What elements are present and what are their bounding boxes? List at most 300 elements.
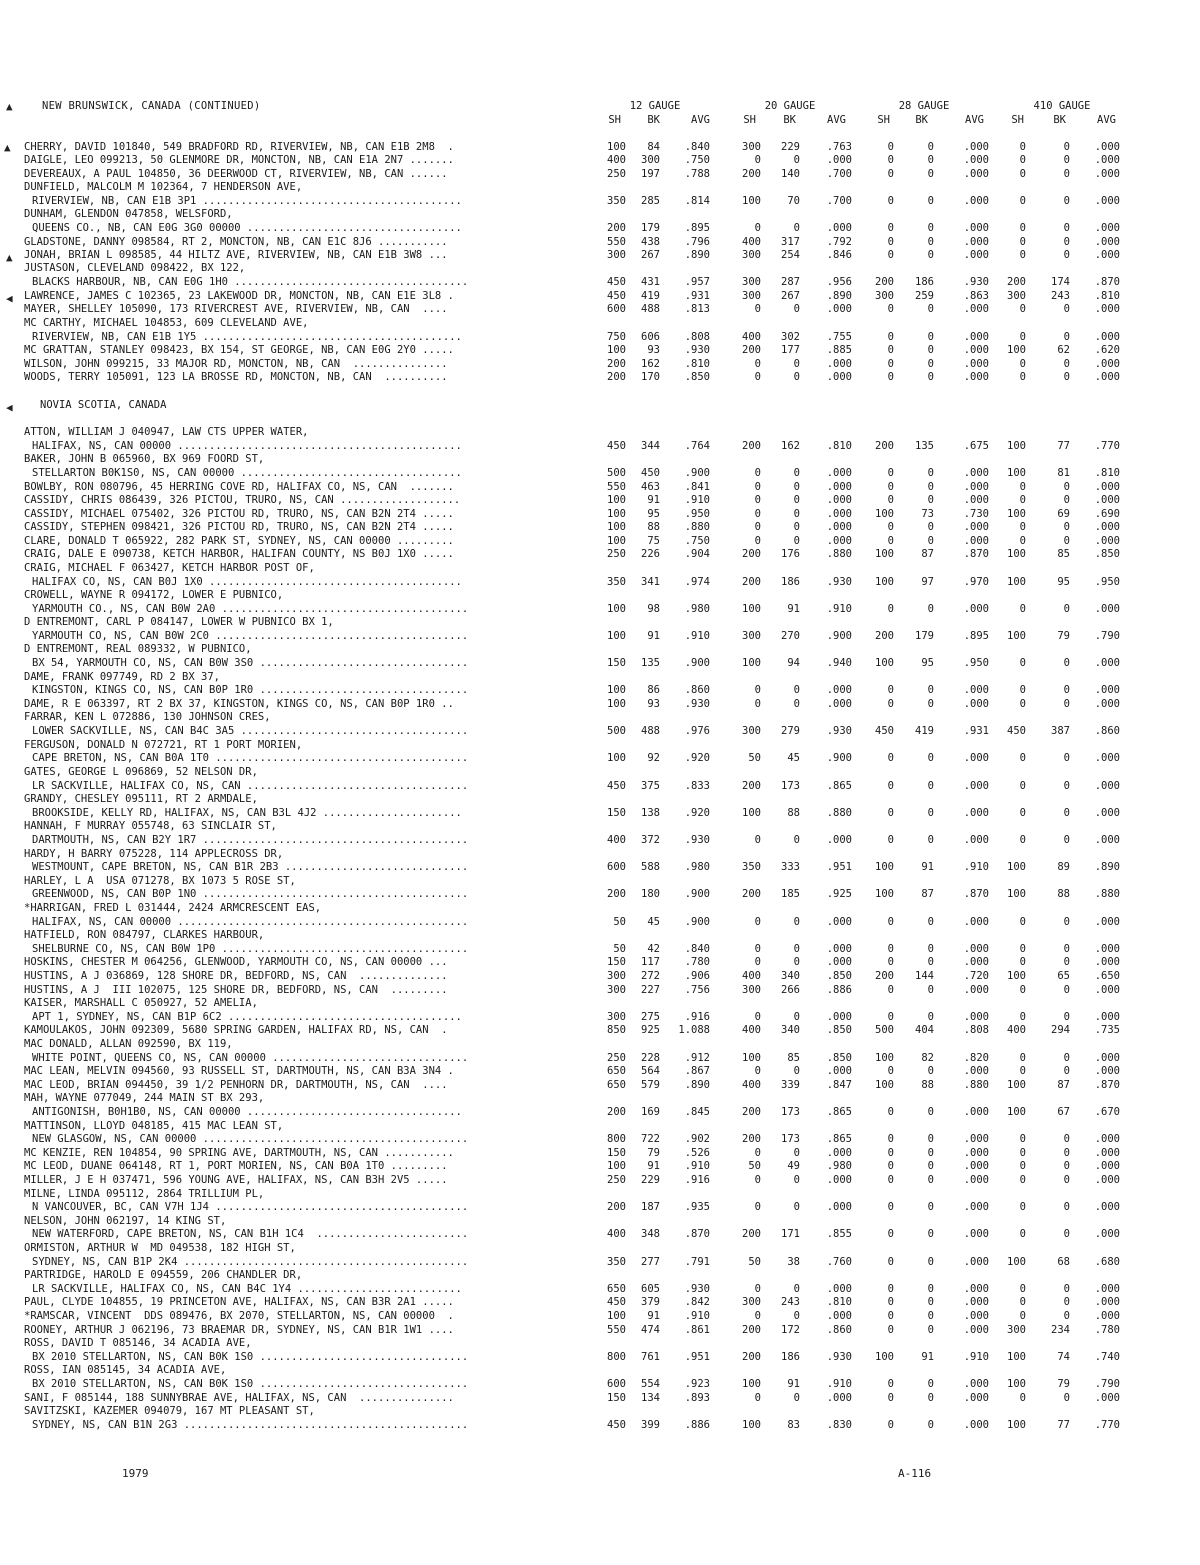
cell-bk-410: 0 — [1063, 195, 1070, 207]
cell-bk-28: 87 — [921, 888, 934, 900]
cell-avg-28: .000 — [963, 344, 989, 356]
cell-sh-28: 100 — [875, 1351, 894, 1363]
cell-sh-12: 100 — [607, 494, 626, 506]
cell-bk-28: 0 — [927, 467, 934, 479]
cell-avg-20: .000 — [826, 154, 852, 166]
cell-sh-20: 0 — [754, 508, 761, 520]
cell-bk-410: 0 — [1063, 1228, 1070, 1240]
table-row — [0, 276, 1200, 289]
cell-bk-410: 77 — [1057, 1419, 1070, 1431]
address-line: GREENWOOD, NS, CAN B0P 1N0 .......................................... — [32, 888, 469, 900]
cell-avg-28: .000 — [963, 943, 989, 955]
cell-bk-12: 169 — [641, 1106, 660, 1118]
cell-sh-28: 200 — [875, 970, 894, 982]
cell-bk-12: 606 — [641, 331, 660, 343]
table-row — [0, 1228, 1200, 1241]
cell-bk-20: 302 — [781, 331, 800, 343]
table-row — [0, 426, 1200, 439]
address-line: WHITE POINT, QUEENS CO, NS, CAN 00000 ............................... — [32, 1052, 469, 1064]
cell-sh-410: 100 — [1007, 1351, 1026, 1363]
shooter-name: FARRAR, KEN L 072886, 130 JOHNSON CRES, — [24, 711, 271, 723]
cell-sh-410: 100 — [1007, 1378, 1026, 1390]
col-header-sh: SH — [743, 114, 756, 126]
cell-sh-12: 100 — [607, 630, 626, 642]
cell-avg-410: .000 — [1094, 1052, 1120, 1064]
cell-bk-20: 0 — [793, 956, 800, 968]
cell-bk-28: 0 — [927, 984, 934, 996]
cell-sh-28: 0 — [887, 1296, 894, 1308]
cell-sh-28: 0 — [887, 1283, 894, 1295]
cell-bk-410: 0 — [1063, 222, 1070, 234]
cell-bk-12: 399 — [641, 1419, 660, 1431]
cell-bk-410: 0 — [1063, 1174, 1070, 1186]
cell-avg-410: .000 — [1094, 657, 1120, 669]
cell-bk-12: 88 — [647, 521, 660, 533]
cell-avg-28: .000 — [963, 1392, 989, 1404]
cell-sh-28: 0 — [887, 752, 894, 764]
cell-sh-20: 0 — [754, 1310, 761, 1322]
cell-avg-20: .000 — [826, 834, 852, 846]
cell-sh-12: 350 — [607, 1256, 626, 1268]
table-row — [0, 739, 1200, 752]
cell-bk-28: 0 — [927, 1133, 934, 1145]
cell-bk-410: 95 — [1057, 576, 1070, 588]
cell-sh-20: 200 — [742, 548, 761, 560]
page-title: NEW BRUNSWICK, CANADA (CONTINUED) — [42, 100, 261, 112]
cell-bk-28: 0 — [927, 494, 934, 506]
cell-sh-12: 750 — [607, 331, 626, 343]
cell-sh-28: 0 — [887, 603, 894, 615]
cell-bk-28: 135 — [915, 440, 934, 452]
cell-avg-28: .000 — [963, 1065, 989, 1077]
cell-sh-410: 0 — [1019, 222, 1026, 234]
cell-avg-12: .920 — [684, 807, 710, 819]
table-row — [0, 1160, 1200, 1173]
cell-sh-410: 0 — [1019, 358, 1026, 370]
table-row — [0, 344, 1200, 357]
cell-avg-410: .000 — [1094, 1310, 1120, 1322]
cell-sh-28: 0 — [887, 344, 894, 356]
cell-bk-20: 0 — [793, 1392, 800, 1404]
table-row — [0, 317, 1200, 330]
cell-bk-28: 97 — [921, 576, 934, 588]
table-row — [0, 848, 1200, 861]
cell-bk-12: 379 — [641, 1296, 660, 1308]
cell-avg-12: .916 — [684, 1174, 710, 1186]
cell-bk-28: 0 — [927, 535, 934, 547]
cell-avg-12: .950 — [684, 508, 710, 520]
cell-bk-12: 488 — [641, 303, 660, 315]
cell-sh-20: 200 — [742, 168, 761, 180]
address-line: N VANCOUVER, BC, CAN V7H 1J4 ........................................ — [32, 1201, 469, 1213]
cell-sh-20: 400 — [742, 1024, 761, 1036]
cell-bk-20: 185 — [781, 888, 800, 900]
cell-sh-28: 500 — [875, 1024, 894, 1036]
cell-bk-20: 0 — [793, 481, 800, 493]
cell-sh-410: 0 — [1019, 249, 1026, 261]
cell-bk-28: 0 — [927, 1228, 934, 1240]
cell-avg-28: .000 — [963, 1419, 989, 1431]
cell-sh-12: 600 — [607, 1378, 626, 1390]
shooter-name: HANNAH, F MURRAY 055748, 63 SINCLAIR ST, — [24, 820, 277, 832]
col-header-avg: AVG — [1097, 114, 1116, 126]
cell-avg-410: .000 — [1094, 603, 1120, 615]
gauge-header-410: 410 GAUGE — [1033, 100, 1091, 112]
cell-bk-410: 174 — [1051, 276, 1070, 288]
cell-bk-20: 266 — [781, 984, 800, 996]
cell-avg-12: .906 — [684, 970, 710, 982]
cell-bk-410: 62 — [1057, 344, 1070, 356]
cell-sh-12: 300 — [607, 970, 626, 982]
cell-avg-410: .770 — [1094, 1419, 1120, 1431]
table-row — [0, 684, 1200, 697]
cell-bk-12: 187 — [641, 1201, 660, 1213]
address-line: BX 2010 STELLARTON, NS, CAN B0K 1S0 ................................. — [32, 1351, 469, 1363]
cell-bk-12: 372 — [641, 834, 660, 846]
cell-bk-28: 0 — [927, 303, 934, 315]
table-row — [0, 494, 1200, 507]
cell-bk-28: 186 — [915, 276, 934, 288]
cell-avg-28: .000 — [963, 1324, 989, 1336]
cell-sh-28: 0 — [887, 1133, 894, 1145]
cell-sh-28: 200 — [875, 630, 894, 642]
cell-avg-28: .870 — [963, 888, 989, 900]
cell-sh-28: 0 — [887, 521, 894, 533]
cell-bk-410: 0 — [1063, 535, 1070, 547]
cell-bk-20: 339 — [781, 1079, 800, 1091]
cell-sh-410: 0 — [1019, 1228, 1026, 1240]
cell-avg-12: .890 — [684, 249, 710, 261]
cell-sh-410: 100 — [1007, 508, 1026, 520]
cell-avg-12: .808 — [684, 331, 710, 343]
table-row — [0, 168, 1200, 181]
cell-avg-20: .000 — [826, 956, 852, 968]
cell-avg-28: .000 — [963, 1201, 989, 1213]
table-row — [0, 1201, 1200, 1214]
cell-bk-20: 0 — [793, 1147, 800, 1159]
cell-avg-410: .620 — [1094, 344, 1120, 356]
cell-avg-28: .000 — [963, 467, 989, 479]
cell-bk-12: 277 — [641, 1256, 660, 1268]
cell-sh-12: 150 — [607, 807, 626, 819]
cell-bk-410: 0 — [1063, 249, 1070, 261]
shooter-name: SAVITZSKI, KAZEMER 094079, 167 MT PLEASANT ST, — [24, 1405, 315, 1417]
table-row — [0, 535, 1200, 548]
cell-sh-12: 50 — [613, 916, 626, 928]
shooter-name: MAC DONALD, ALLAN 092590, BX 119, — [24, 1038, 233, 1050]
cell-bk-12: 229 — [641, 1174, 660, 1186]
cell-sh-28: 0 — [887, 916, 894, 928]
table-row — [0, 766, 1200, 779]
shooter-name: HARLEY, L A USA 071278, BX 1073 5 ROSE ST, — [24, 875, 296, 887]
cell-avg-12: .920 — [684, 752, 710, 764]
cell-avg-20: .000 — [826, 358, 852, 370]
shooter-name: D ENTREMONT, CARL P 084147, LOWER W PUBNICO BX 1, — [24, 616, 334, 628]
cell-sh-410: 0 — [1019, 698, 1026, 710]
address-line: HALIFAX, NS, CAN 00000 .............................................. — [32, 916, 469, 928]
cell-bk-410: 0 — [1063, 1310, 1070, 1322]
cell-avg-410: .000 — [1094, 154, 1120, 166]
cell-sh-12: 550 — [607, 481, 626, 493]
cell-bk-28: 82 — [921, 1052, 934, 1064]
cell-avg-410: .740 — [1094, 1351, 1120, 1363]
cell-avg-410: .870 — [1094, 1079, 1120, 1091]
cell-sh-12: 250 — [607, 1174, 626, 1186]
cell-bk-12: 275 — [641, 1011, 660, 1023]
address-line: SHELBURNE CO, NS, CAN B0W 1P0 ....................................... — [32, 943, 469, 955]
shooter-name: CRAIG, DALE E 090738, KETCH HARBOR, HALIFAN COUNTY, NS B0J 1X0 ..... — [24, 548, 454, 560]
cell-sh-410: 0 — [1019, 1296, 1026, 1308]
cell-avg-12: .526 — [684, 1147, 710, 1159]
cell-avg-410: .650 — [1094, 970, 1120, 982]
cell-bk-12: 463 — [641, 481, 660, 493]
cell-bk-20: 173 — [781, 1133, 800, 1145]
col-header-avg: AVG — [965, 114, 984, 126]
cell-avg-410: .000 — [1094, 1392, 1120, 1404]
cell-avg-20: .940 — [826, 657, 852, 669]
table-row — [0, 589, 1200, 602]
cell-avg-28: .931 — [963, 725, 989, 737]
cell-avg-20: .865 — [826, 1133, 852, 1145]
footer-year: 1979 — [122, 1467, 149, 1480]
cell-avg-28: .000 — [963, 236, 989, 248]
cell-bk-410: 69 — [1057, 508, 1070, 520]
cell-sh-28: 0 — [887, 222, 894, 234]
cell-avg-12: .780 — [684, 956, 710, 968]
shooter-name: CHERRY, DAVID 101840, 549 BRADFORD RD, RIVERVIEW, NB, CAN E1B 2M8 . — [24, 141, 454, 153]
cell-avg-20: .000 — [826, 1147, 852, 1159]
cell-avg-20: .890 — [826, 290, 852, 302]
table-row — [0, 1256, 1200, 1269]
cell-avg-28: .000 — [963, 358, 989, 370]
cell-bk-20: 340 — [781, 970, 800, 982]
cell-bk-12: 272 — [641, 970, 660, 982]
cell-sh-20: 300 — [742, 725, 761, 737]
cell-bk-28: 0 — [927, 222, 934, 234]
col-header-sh: SH — [608, 114, 621, 126]
cell-bk-410: 0 — [1063, 698, 1070, 710]
shooter-name: WOODS, TERRY 105091, 123 LA BROSSE RD, MONCTON, NB, CAN .......... — [24, 371, 448, 383]
cell-sh-28: 0 — [887, 467, 894, 479]
col-header-bk: BK — [783, 114, 796, 126]
cell-avg-12: .980 — [684, 861, 710, 873]
cell-sh-20: 300 — [742, 630, 761, 642]
cell-sh-28: 0 — [887, 303, 894, 315]
cell-sh-410: 0 — [1019, 984, 1026, 996]
cell-sh-20: 50 — [748, 1160, 761, 1172]
cell-avg-12: .900 — [684, 888, 710, 900]
cell-avg-12: 1.088 — [678, 1024, 710, 1036]
cell-bk-410: 79 — [1057, 1378, 1070, 1390]
cell-sh-20: 0 — [754, 1201, 761, 1213]
cell-bk-410: 0 — [1063, 141, 1070, 153]
address-line: DARTMOUTH, NS, CAN B2Y 1R7 .......................................... — [32, 834, 469, 846]
cell-sh-410: 0 — [1019, 1052, 1026, 1064]
cell-sh-28: 0 — [887, 1256, 894, 1268]
cell-sh-28: 100 — [875, 1052, 894, 1064]
cell-avg-20: .900 — [826, 630, 852, 642]
table-row — [0, 1011, 1200, 1024]
cell-avg-410: .000 — [1094, 168, 1120, 180]
cell-bk-20: 172 — [781, 1324, 800, 1336]
cell-avg-12: .845 — [684, 1106, 710, 1118]
cell-sh-12: 850 — [607, 1024, 626, 1036]
cell-avg-20: .700 — [826, 168, 852, 180]
cell-bk-12: 134 — [641, 1392, 660, 1404]
cell-sh-410: 0 — [1019, 494, 1026, 506]
table-row — [0, 1364, 1200, 1377]
table-row — [0, 725, 1200, 738]
cell-bk-20: 270 — [781, 630, 800, 642]
cell-avg-12: .841 — [684, 481, 710, 493]
cell-avg-28: .000 — [963, 1133, 989, 1145]
cell-sh-12: 150 — [607, 657, 626, 669]
cell-sh-20: 350 — [742, 861, 761, 873]
cell-avg-20: .855 — [826, 1228, 852, 1240]
shooter-name: HATFIELD, RON 084797, CLARKES HARBOUR, — [24, 929, 265, 941]
cell-avg-28: .000 — [963, 603, 989, 615]
shooter-name: KAISER, MARSHALL C 050927, 52 AMELIA, — [24, 997, 258, 1009]
cell-bk-28: 0 — [927, 1419, 934, 1431]
cell-avg-28: .000 — [963, 303, 989, 315]
cell-sh-410: 0 — [1019, 236, 1026, 248]
cell-sh-28: 0 — [887, 1310, 894, 1322]
cell-sh-20: 300 — [742, 984, 761, 996]
cell-sh-28: 0 — [887, 195, 894, 207]
cell-sh-20: 0 — [754, 698, 761, 710]
address-line: RIVERVIEW, NB, CAN E1B 3P1 ......................................... — [32, 195, 462, 207]
cell-bk-20: 267 — [781, 290, 800, 302]
address-line: BROOKSIDE, KELLY RD, HALIFAX, NS, CAN B3L 4J2 ...................... — [32, 807, 462, 819]
cell-bk-20: 177 — [781, 344, 800, 356]
cell-bk-410: 79 — [1057, 630, 1070, 642]
cell-bk-20: 0 — [793, 371, 800, 383]
cell-sh-28: 0 — [887, 168, 894, 180]
cell-avg-410: .860 — [1094, 725, 1120, 737]
table-row — [0, 262, 1200, 275]
cell-avg-28: .000 — [963, 154, 989, 166]
cell-bk-12: 228 — [641, 1052, 660, 1064]
cell-sh-28: 200 — [875, 276, 894, 288]
cell-avg-12: .810 — [684, 358, 710, 370]
cell-avg-410: .000 — [1094, 1296, 1120, 1308]
cell-sh-12: 50 — [613, 943, 626, 955]
cell-sh-410: 100 — [1007, 970, 1026, 982]
cell-avg-12: .974 — [684, 576, 710, 588]
cell-bk-28: 0 — [927, 1201, 934, 1213]
col-header-bk: BK — [647, 114, 660, 126]
shooter-name: MC GRATTAN, STANLEY 098423, BX 154, ST GEORGE, NB, CAN E0G 2Y0 ..... — [24, 344, 454, 356]
cell-avg-20: .847 — [826, 1079, 852, 1091]
cell-avg-410: .870 — [1094, 276, 1120, 288]
shooter-name: CLARE, DONALD T 065922, 282 PARK ST, SYDNEY, NS, CAN 00000 ......... — [24, 535, 454, 547]
cell-avg-28: .000 — [963, 141, 989, 153]
cell-bk-28: 91 — [921, 1351, 934, 1363]
cell-sh-28: 0 — [887, 141, 894, 153]
address-line: KINGSTON, KINGS CO, NS, CAN B0P 1R0 ................................. — [32, 684, 469, 696]
cell-avg-410: .735 — [1094, 1024, 1120, 1036]
shooter-name: DAME, FRANK 097749, RD 2 BX 37, — [24, 671, 220, 683]
cell-avg-12: .886 — [684, 1419, 710, 1431]
cell-avg-410: .000 — [1094, 834, 1120, 846]
cell-bk-20: 0 — [793, 1201, 800, 1213]
table-row — [0, 1419, 1200, 1432]
cell-sh-410: 0 — [1019, 1160, 1026, 1172]
shooter-name: BOWLBY, RON 080796, 45 HERRING COVE RD, HALIFAX CO, NS, CAN ....... — [24, 481, 454, 493]
table-row — [0, 222, 1200, 235]
cell-avg-28: .000 — [963, 168, 989, 180]
cell-avg-28: .000 — [963, 684, 989, 696]
cell-bk-12: 431 — [641, 276, 660, 288]
cell-sh-12: 100 — [607, 344, 626, 356]
table-row — [0, 902, 1200, 915]
table-row — [0, 358, 1200, 371]
cell-bk-12: 91 — [647, 1310, 660, 1322]
table-row — [0, 1283, 1200, 1296]
cell-avg-20: .885 — [826, 344, 852, 356]
cell-bk-28: 0 — [927, 331, 934, 343]
cell-bk-20: 162 — [781, 440, 800, 452]
cell-avg-410: .890 — [1094, 861, 1120, 873]
cell-avg-20: .000 — [826, 1283, 852, 1295]
cell-sh-12: 350 — [607, 576, 626, 588]
cell-avg-12: .814 — [684, 195, 710, 207]
cell-sh-410: 100 — [1007, 440, 1026, 452]
cell-sh-28: 100 — [875, 1079, 894, 1091]
table-row — [0, 834, 1200, 847]
cell-avg-410: .000 — [1094, 916, 1120, 928]
gauge-header-12: 12 GAUGE — [629, 100, 681, 112]
cell-avg-12: .756 — [684, 984, 710, 996]
table-row — [0, 371, 1200, 384]
cell-sh-20: 0 — [754, 1147, 761, 1159]
cell-sh-12: 100 — [607, 535, 626, 547]
cell-sh-12: 200 — [607, 888, 626, 900]
address-line: LOWER SACKVILLE, NS, CAN B4C 3A5 .................................... — [32, 725, 469, 737]
table-row — [0, 290, 1200, 303]
cell-avg-410: .810 — [1094, 467, 1120, 479]
cell-sh-28: 0 — [887, 780, 894, 792]
cell-bk-28: 0 — [927, 1106, 934, 1118]
cell-bk-28: 0 — [927, 1378, 934, 1390]
cell-sh-410: 0 — [1019, 521, 1026, 533]
cell-bk-28: 259 — [915, 290, 934, 302]
cell-avg-410: .000 — [1094, 956, 1120, 968]
cell-avg-20: .846 — [826, 249, 852, 261]
cell-avg-410: .000 — [1094, 752, 1120, 764]
cell-avg-410: .000 — [1094, 1174, 1120, 1186]
section-heading: NOVIA SCOTIA, CANADA — [40, 399, 167, 411]
cell-sh-12: 550 — [607, 1324, 626, 1336]
address-line: SYDNEY, NS, CAN B1P 2K4 ............................................. — [32, 1256, 469, 1268]
cell-sh-410: 100 — [1007, 1079, 1026, 1091]
cell-bk-20: 0 — [793, 508, 800, 520]
cell-bk-12: 162 — [641, 358, 660, 370]
cell-avg-12: .850 — [684, 371, 710, 383]
cell-sh-12: 450 — [607, 290, 626, 302]
cell-sh-410: 0 — [1019, 154, 1026, 166]
cell-bk-12: 300 — [641, 154, 660, 166]
cell-bk-410: 0 — [1063, 752, 1070, 764]
cell-avg-12: .935 — [684, 1201, 710, 1213]
cell-sh-20: 0 — [754, 916, 761, 928]
cell-bk-28: 0 — [927, 943, 934, 955]
address-line: APT 1, SYDNEY, NS, CAN B1P 6C2 ..................................... — [32, 1011, 462, 1023]
cell-sh-20: 0 — [754, 222, 761, 234]
cell-bk-28: 0 — [927, 249, 934, 261]
table-row — [0, 453, 1200, 466]
cell-sh-12: 650 — [607, 1079, 626, 1091]
